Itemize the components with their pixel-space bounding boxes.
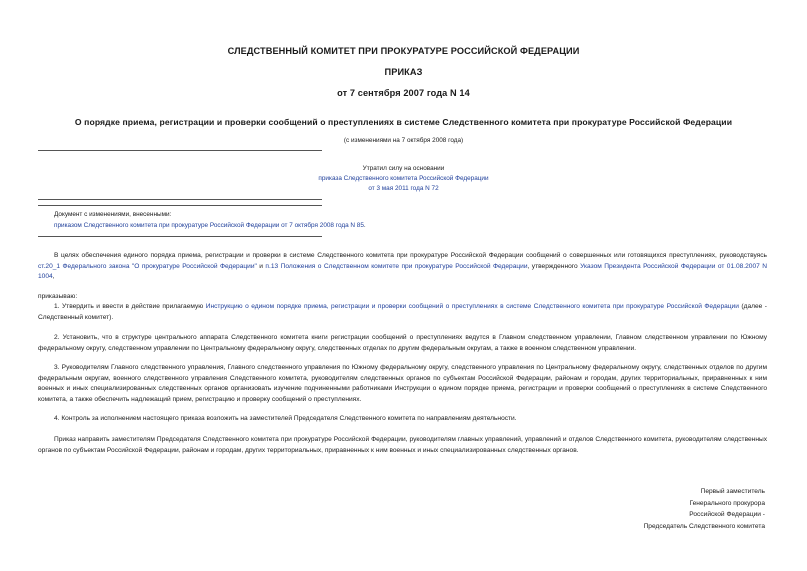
invalid-link-line1[interactable]: приказа Следственного комитета Российской Федерации: [318, 175, 489, 182]
doc-type: ПРИКАЗ: [384, 67, 423, 77]
item-1: [38, 302, 767, 323]
signature-line: Генерального прокурора: [689, 499, 765, 507]
decree-link[interactable]: Указом Президента Российской Федерации от 01.08.2007 N 1004: [38, 262, 767, 280]
divider: [38, 205, 322, 206]
item-3: 3. Руководителям Главного следственного управления, Главного следственного управления по Южному федеральному округу, следственного управления по Центральному федеральному округу, следственных отделов по другим федеральным округам, военного следственного управления Следственного комитета, руководителям следственных органов по субъектам Российской Федерации, районам и городам, других территориальных, приравненных к ним военных и иных специализированных следственных органов организовать изучение подчиненными работниками Инструкции о едином порядке приема, регистрации и проверки сообщений о преступлениях в системе Следственного комитета, а также обеспечить надлежащий прием, регистрацию и проверку сообщений о преступлениях.: [38, 364, 767, 403]
item-text: 1. Утвердить и ввести в действие прилагаемую: [54, 303, 206, 310]
item-4: 4. Контроль за исполнением настоящего приказа возложить на заместителей Председателя Следственного комитета по направлениям деятельности.: [54, 415, 517, 422]
preamble-paragraph: [38, 251, 767, 283]
preamble-text: В целях обеспечения единого порядка приема, регистрации и проверки в системе Следственного комитета при прокуратуре Российской Федерации сообщений о совершенных или готовящихся преступлениях, руководствуясь: [54, 252, 767, 259]
signature-line: Первый заместитель: [700, 488, 765, 495]
changes-link[interactable]: приказом Следственного комитета при прокуратуре Российской Федерации от 7 октября 2008 года N 85: [54, 221, 364, 229]
preamble-text: и: [256, 262, 266, 270]
changes-label: Документ с изменениями, внесенными:: [54, 211, 172, 218]
doc-title: О порядке приема, регистрации и проверки сообщений о преступлениях в системе Следственного комитета при прокуратуре Российской Федерации: [74, 117, 733, 127]
invalid-text: Утратил силу на основании: [362, 165, 445, 172]
changes-block: [54, 210, 366, 231]
item-text: (далее - Следственный комитет).: [38, 303, 767, 321]
divider: [38, 199, 322, 200]
order-word: приказываю:: [38, 293, 78, 300]
regulation-link[interactable]: п.13 Положения о Следственном комитете при прокуратуре Российской Федерации: [265, 262, 528, 270]
preamble-text: ,: [52, 273, 55, 280]
law-link[interactable]: ст.20_1 Федерального закона "О прокуратуре Российской Федерации": [38, 262, 257, 270]
preamble-text: , утвержденного: [527, 262, 581, 270]
instruction-link[interactable]: Инструкцию о едином порядке приема, регистрации и проверки сообщений о преступлениях в системе Следственного комитета при прокуратуре Российской Федерации: [205, 303, 739, 310]
signature-line: Российской Федерации -: [689, 511, 765, 518]
invalid-link-line2[interactable]: от 3 мая 2011 года N 72: [368, 185, 439, 192]
invalid-block: [0, 164, 807, 194]
signature-block: [644, 486, 765, 532]
signature-line: Председатель Следственного комитета: [643, 522, 765, 530]
item-2: 2. Установить, что в структуре центрального аппарата Следственного комитета книги регистрации сообщений о преступлениях ведутся в Главном следственном управлении, Главном следственном управлении по Южному федеральному округу, следственном управлении по Центральному федеральному округу, следственных отделах по другим федеральным округам, а также в военном следственном управлении.: [38, 334, 767, 352]
amendments-note: (с изменениями на 7 октября 2008 года): [343, 137, 464, 144]
changes-end: .: [363, 221, 366, 229]
doc-date-number: от 7 сентября 2007 года N 14: [337, 88, 470, 98]
item-5: Приказ направить заместителям Председателя Следственного комитета при прокуратуре Российской Федерации, руководителям главных управлений, управлений и отделов Следственного комитета, руководителям следственных органов по субъектам Российской Федерации, районам и городам, других территориальных, приравненных к ним военных и иных специализированных следственных органов.: [38, 436, 767, 454]
divider: [38, 150, 322, 151]
org-name: СЛЕДСТВЕННЫЙ КОМИТЕТ ПРИ ПРОКУРАТУРЕ РОССИЙСКОЙ ФЕДЕРАЦИИ: [227, 46, 580, 56]
divider: [38, 236, 322, 237]
